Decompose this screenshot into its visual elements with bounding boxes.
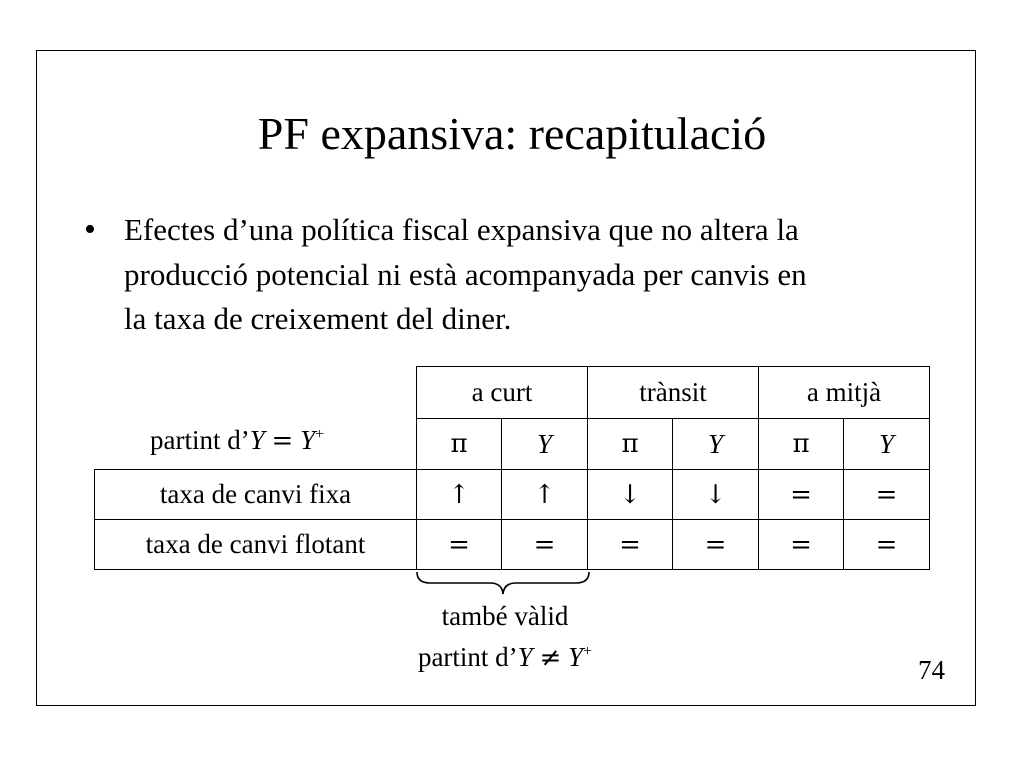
note-prefix: partint d’: [417, 642, 518, 672]
row-label-fixed: taxa de canvi fixa: [94, 469, 416, 520]
curly-brace-icon: [414, 570, 592, 596]
bullet-line: producció potencial ni està acompanyada per canvis en: [124, 256, 807, 292]
bullet-text: [124, 208, 954, 342]
subheader-inflation: π: [588, 418, 673, 469]
note-also-valid: també vàlid: [441, 601, 569, 631]
cell-equal: =: [844, 519, 930, 570]
cell-equal: =: [673, 519, 759, 570]
start-label-var2: Y: [300, 425, 316, 455]
period-header-medium: a mitjà: [759, 366, 930, 418]
subheader-inflation: π: [759, 418, 844, 469]
cell-equal: =: [759, 469, 844, 520]
start-label-op: =: [271, 426, 294, 456]
note-var2: Y: [568, 642, 584, 672]
note-var: Y: [517, 642, 533, 672]
cell-up-arrow: ↑: [502, 469, 588, 520]
slide-title: PF expansiva: recapitulació: [257, 108, 767, 159]
subheader-output: Y: [673, 418, 759, 469]
subheader-output: Y: [502, 418, 588, 469]
cell-equal: =: [588, 519, 673, 570]
start-label-var: Y: [249, 425, 265, 455]
cell-down-arrow: ↓: [673, 469, 759, 520]
cell-down-arrow: ↓: [588, 469, 673, 520]
bullet-line: la taxa de creixement del diner.: [124, 301, 512, 336]
page-number: 74: [918, 655, 945, 685]
period-header-transit: trànsit: [588, 366, 759, 418]
cell-equal: =: [759, 519, 844, 570]
note-sup: +: [583, 643, 593, 660]
cell-up-arrow: ↑: [416, 469, 502, 520]
row-label-floating: taxa de canvi flotant: [94, 520, 416, 570]
bullet-line: Efectes d’una política fiscal expansiva que no altera la: [124, 212, 799, 247]
start-point-label: [150, 420, 324, 461]
start-label-prefix: partint d’: [150, 425, 250, 455]
note-op: ≠: [539, 643, 562, 673]
subheader-inflation: π: [416, 418, 502, 469]
bullet-marker: •: [84, 211, 96, 248]
cell-equal: =: [844, 469, 930, 520]
cell-equal: =: [502, 519, 588, 570]
note-starting-point: [400, 638, 610, 677]
start-label-sup: +: [315, 426, 325, 443]
cell-equal: =: [416, 519, 502, 570]
period-header-short: a curt: [416, 366, 588, 418]
subheader-output: Y: [844, 418, 930, 469]
